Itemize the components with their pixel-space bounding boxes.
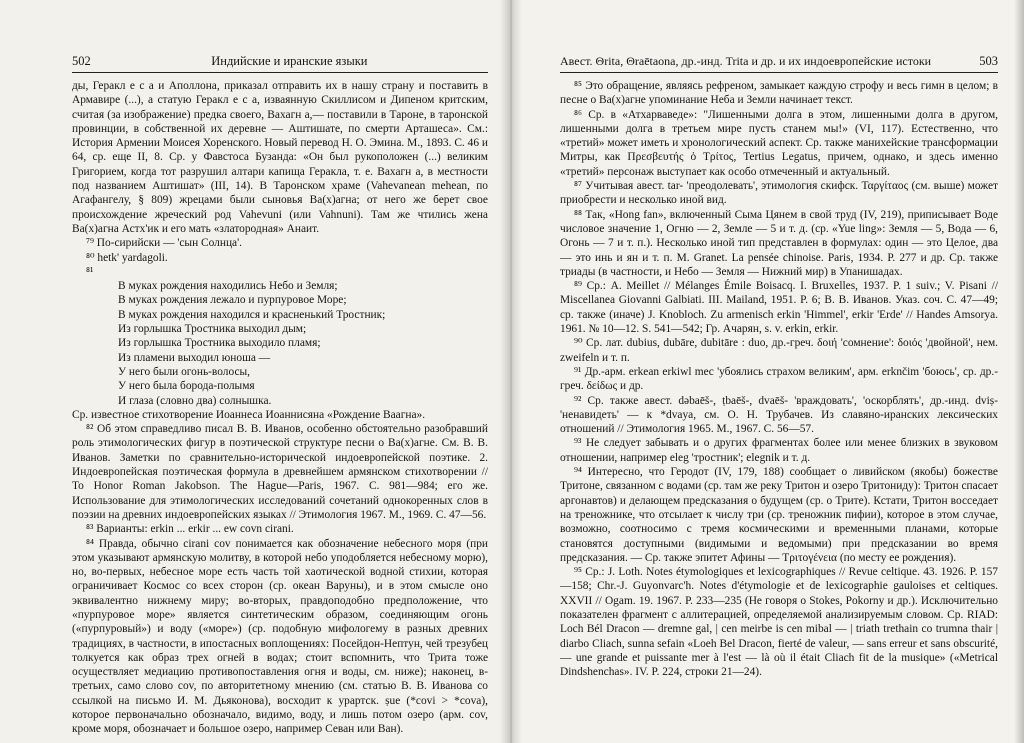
- footnote-94: ⁹⁴ Интересно, что Геродот (IV, 179, 188) сообщает о ливийском (якобы) божестве Тритоне, связанном с водами (ср. там же реку Тритон и озеро Тритониду): Тритон спасает аргонавтов) и делающем предсказания о будущем (ср. о Трите). Кстати, Тритон восседает на треножнике, что отсылает к числу три (ср. треножник пифии), которое в этом случае, возможно, соотносимо с тремя космическими и временными планами, которые становятся доступными (видимыми и ведомыми) при предсказании во время предсказания. — Ср. также эпитет Афины — Τριτογένεια (по месту ее рождения).: [560, 466, 998, 564]
- verse-line: В муках рождения находились Небо и Земля;: [118, 280, 338, 293]
- right-running-title: Авест. Θrita, Θraētaona, др.-инд. Trita и др. и их индоевропейские истоки: [560, 54, 932, 68]
- page-edge-shadow: [1014, 0, 1024, 743]
- continued-paragraph: ды, Геракл е с а и Аполлона, приказал отправить их в нашу страну и поставить в Армавире (...), а статую Геракл е с а, изваянную Скиллисом и Дипеном критским, считая (за изображение) предка своего, Вахагн а,— поставили в Тароне, в таронской провинции, в собственной их деревне — Аштишате, по смерти Арташеса». См.: История Армении Моисея Хоренского. Новый перевод Н. О. Эмина. М., 1893. С. 46 и 64, ср. еще II, 8. Ср. у Фавстоса Бузанда: «Он был рукоположен (...) великим Григорием, когда тот разрушил алтари капища Геракла, т. е. Вахагн а, в местности под названием Аштишат» (III, 14). В Таронском храме (Vahevanean mehean, по Агафангелу, § 809) жрецами были сыновья Ва(х)агна; от него же берет свое происхождение жреческий род Vahevuni (или Vahnuni). Там же чтились жена Ва(х)агна Астх'ик и его мать «златородная» Анаит.: [72, 80, 488, 235]
- verse-line: Из горлышка Тростника выходило пламя;: [118, 337, 321, 350]
- verse-block: [118, 279, 488, 408]
- verse-line: В муках рождения находился и красненький Тростник;: [118, 308, 386, 321]
- right-body-text: [560, 79, 998, 679]
- footnote-81-marker: ⁸¹: [86, 265, 94, 278]
- left-page-number: 502: [72, 54, 91, 68]
- verse-line: Из горлышка Тростника выходил дым;: [118, 323, 307, 336]
- right-page-number: 503: [979, 54, 998, 68]
- verse-line: У него были огонь-волосы,: [118, 365, 250, 378]
- footnote-82: ⁸² Об этом справедливо писал В. В. Иванов, особенно обстоятельно разобравший роль этимологических фигур в поэтической структуре песни о Ва(х)агне. См. В. В. Иванов. Заметки по сравнительно-исторической индоевропейской поэтике. 2. Индоевропейская поэтическая формула в древнейшем армянском стихотворении // To Honor Roman Jakobson. The Hague—Paris, 1967. С. 981—984; его же. Использование для этимологических исследований сочетаний однокоренных слов в поэзии на древних индоевропейских языках // Этимология 1967. М., 1969. С. 47—56.: [72, 423, 488, 521]
- verse-line: В муках рождения лежало и пурпуровое Море;: [118, 294, 347, 307]
- footnote-83: ⁸³ Варианты: erkin ... erkir ... ew covn cirani.: [86, 523, 294, 536]
- left-body-text: [72, 79, 488, 737]
- left-running-head: [72, 54, 488, 73]
- left-running-title: Индийские и иранские языки: [211, 54, 368, 68]
- footnote-90: ⁹⁰ Ср. лат. dubius, dubāre, dubitāre : duo, др.-греч. δοιή 'сомнение': δοιός 'двойной', нем. zweifeln и т. п.: [560, 337, 998, 364]
- book-gutter: [500, 0, 522, 743]
- verse-line: Из пламени выходил юноша —: [118, 351, 271, 364]
- footnote-93: ⁹³ Не следует забывать и о других фрагментах более или менее близких в звуковом отношении, например eleg 'тростник'; elegnik и т. д.: [560, 437, 998, 464]
- verse-line: И глаза (словно два) солнышка.: [118, 394, 272, 407]
- verse-source: Ср. известное стихотворение Иоаннеса Иоаннисяна «Рождение Ваагна».: [72, 408, 426, 421]
- footnote-91: ⁹¹ Др.-арм. erkean erkiwl mec 'убоялись страхом великим', арм. erknčim 'боюсь', ср. др.-греч. δείδως и др.: [560, 365, 998, 393]
- footnote-80: ⁸⁰ hetk' yardagoli.: [86, 251, 168, 264]
- footnote-85: ⁸⁵ Это обращение, являясь рефреном, замыкает каждую строфу и весь гимн в целом; в песне о Ва(х)агне упоминание Неба и Земли начинает текст.: [560, 80, 998, 107]
- verse-line: У него была борода-полымя: [118, 380, 255, 393]
- footnote-86: ⁸⁶ Ср. в «Атхарваведе»: "Лишенными долга в этом, лишенными долга в другом, лишенными долга в третьем мире пусть станем мы!» (VI, 117). Естественно, что «третий» может иметь и хронологический аспект. Ср. также манихейские трансформации Митры, как Πρεσβευτής ὁ Τρίτος, Tertius Legatus, причем, однако, и здесь именно «третий» персонаж выступает как особо отмеченный и актуальный.: [560, 108, 998, 178]
- footnote-92: ⁹² Ср. также авест. dəbaēš-, ṭbaēš-, dvaēš- 'враждовать', 'оскорблять', др.-инд. dviṣ- 'ненавидеть' — к *dvaya, см. О. Н. Трубачев. Из славяно-иранских лексических отношений // Этимология 1965. М., 1967. С. 56—57.: [560, 394, 998, 436]
- left-page: [0, 0, 510, 743]
- footnote-88: ⁸⁸ Так, «Hong fan», включенный Сыма Цянем в свой труд (IV, 219), приписывает Воде числовое значение 1, Огню — 2, Земле — 5 и т. д. (ср. «Yue ling»: Земля — 5, Вода — 6, Огонь — 7 и т. п.). Несколько иной тип представлен в формулах: один — это Целое, два — это инь и ян и т. п. M. Granet. La pensée chinoise. Paris, 1934. P. 277 и др. Ср. также триады (в частности, и Небо — Земля — Нижний мир) в Упанишадах.: [560, 208, 998, 278]
- right-running-head: [560, 54, 998, 73]
- footnote-84: ⁸⁴ Правда, обычно cirani cov понимается как обозначение небесного моря (при этом указывают армянскую молитву, в которой небо уподобляется небесному морю), но, во-первых, небесное море есть часть той хаотической водной стихии, которая ограничивает Космос со всех сторон (ср. океан Варуны), и в этом смысле оно эквивалентно нижнему миру; во-вторых, правдоподобно предположение, что «пурпуровое море» является синтетическим образом, соединяющим огонь («пурпуровый») и воду («море») (ср. подобную мифологему в разных древних традициях, в частности, в ипостасных воплощениях: Посейдон-Нептун, чей трезубец толкуется как образ трех огней в водах; стоит вспомнить, что Трита тоже осуществляет медиацию противопоставления огня и воды, см. ниже); наконец, в-третьих, само слово cov, по авторитетному мнению (см. статью В. В. Иванова со ссылкой на письмо И. М. Дьяконова), восходит к урартск. ṣue (*covi > *cova), которое первоначально обозначало, видимо, воду, и лишь потом озеро (арм. cov, кроме моря, обозначает и большое озеро, например Севан или Ван).: [72, 537, 488, 736]
- footnote-87: ⁸⁷ Учитывая авест. tar- 'преодолевать', этимология скифск. Ταργίταος (см. выше) может приобрести и несколько иной вид.: [560, 180, 998, 207]
- footnote-95: ⁹⁵ Ср.: J. Loth. Notes étymologiques et lexicographiques // Revue celtique. 43. 1926. P. 157—158; Chr.-J. Guyonvarc'h. Notes d'étymologie et de lexicographie gauloises et celtiques. XXVII // Ogam. 19. 1967. P. 233—235 (Не говоря о Stokes, Pokorny и др.). Исключительно показателен фрагмент с аллитерацией, определяемой анализируемым словом. Ср. RIAD: Loch Bél Dracon — dremne gal, | cen meirbe is cen mibal — | triath trethain co trumna thair | diarbo Cliach, sunna sefain «Loeh Bel Dracon, fierté de valeur, — sans erreur et sans obscurité, — une grande et puissante mer à l'est — là où il était Cliach fit de la musique» («Metrical Dindshenchas». IV. P. 224, строки 21—24).: [560, 566, 998, 679]
- right-page: [510, 0, 1024, 743]
- footnote-79: ⁷⁹ По-сирийски — 'сын Солнца'.: [86, 237, 242, 250]
- footnote-89: ⁸⁹ Ср.: A. Meillet // Mélanges Émile Boisacq. I. Bruxelles, 1937. P. 1 suiv.; V. Pisani // Miscellanea Giovanni Galbiati. III. Mailand, 1951. P. 6; В. В. Иванов. Указ. соч. С. 47—49; ср. также (иначе) J. Knobloch. Zu armenisch erkin 'Himmel', erkir 'Erde' // Handes Amsorya. 1961. № 10—12. S. 541—542; Гр. Ачарян, s. v. erkin, erkir.: [560, 280, 998, 336]
